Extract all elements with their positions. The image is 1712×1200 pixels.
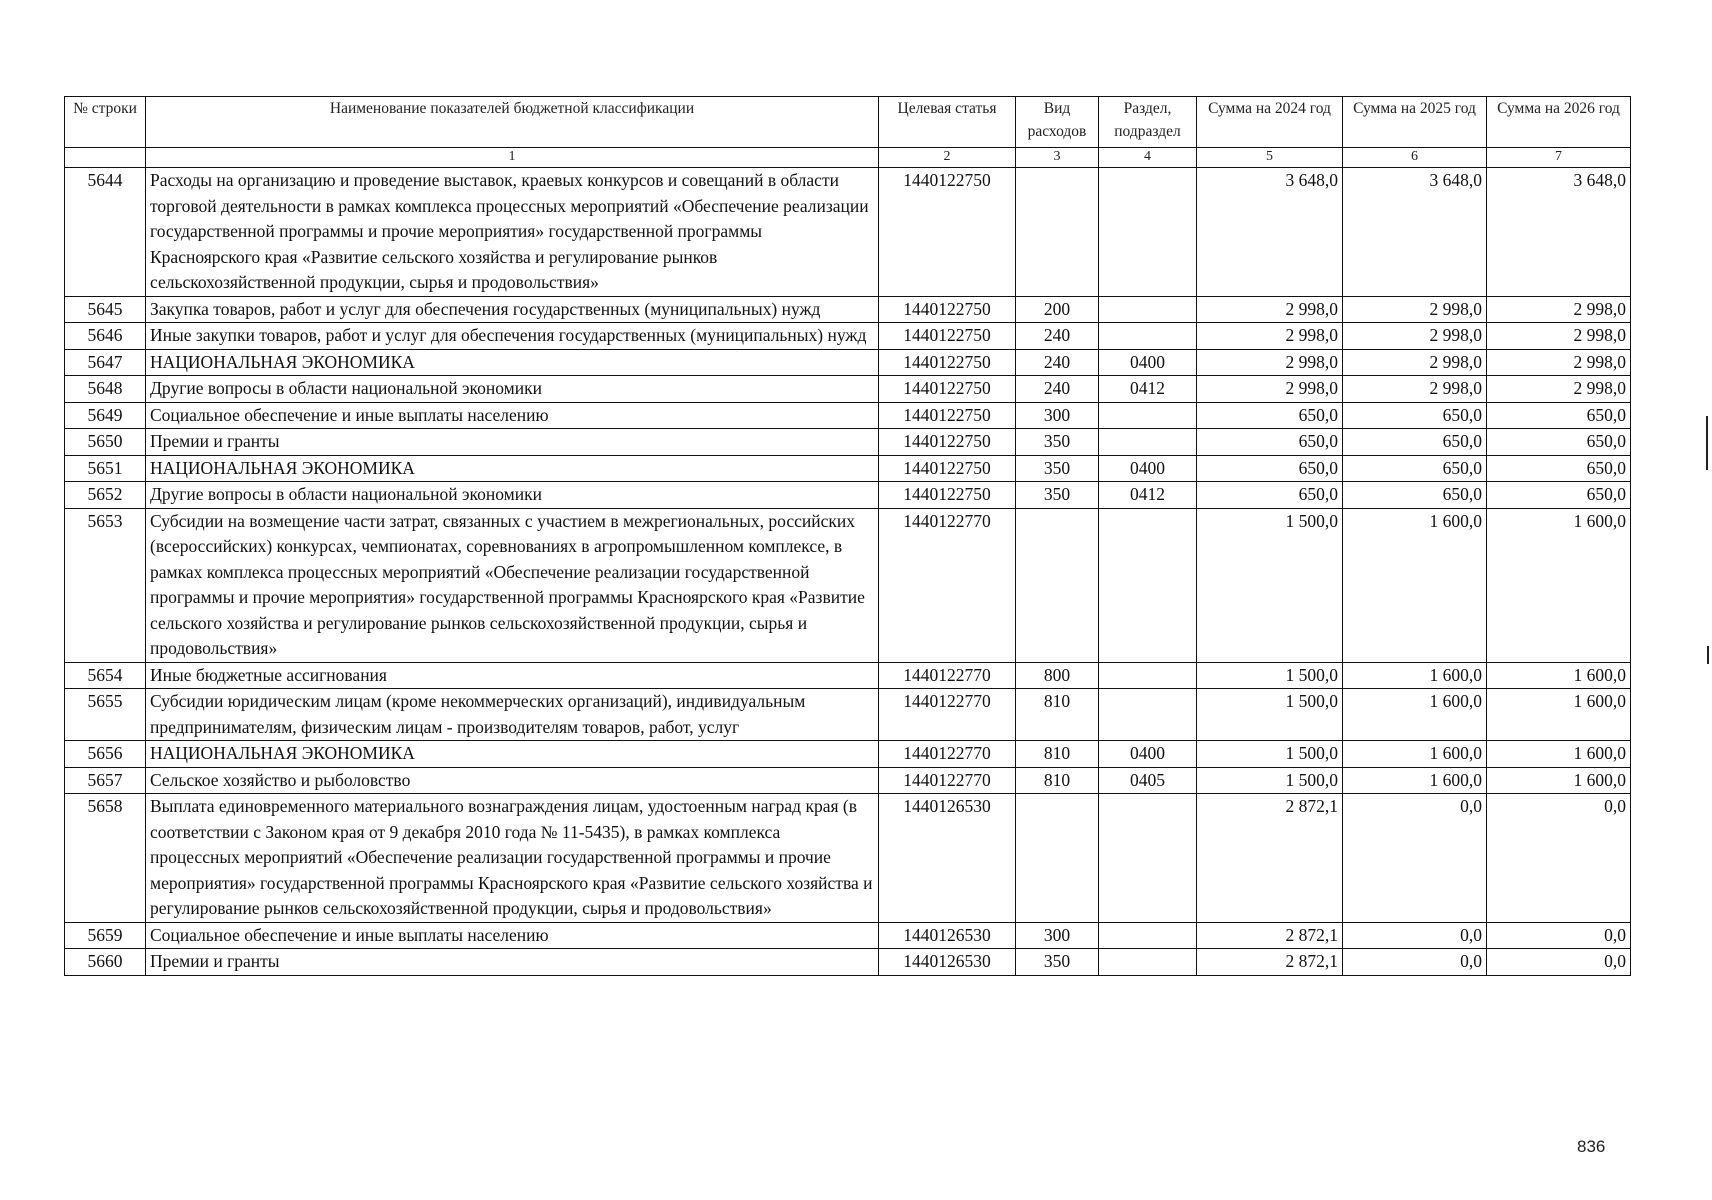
row-target: 1440122750 — [879, 455, 1016, 482]
row-name: НАЦИОНАЛЬНАЯ ЭКОНОМИКА — [146, 349, 879, 376]
row-number: 5655 — [65, 689, 146, 741]
table-row — [65, 767, 1631, 794]
row-target: 1440122750 — [879, 402, 1016, 429]
row-section — [1099, 296, 1197, 323]
row-target: 1440122750 — [879, 168, 1016, 297]
row-sum-2025: 3 648,0 — [1343, 168, 1487, 297]
row-section — [1099, 689, 1197, 741]
row-sum-2025: 0,0 — [1343, 922, 1487, 949]
row-sum-2024: 650,0 — [1197, 482, 1343, 509]
col-number — [65, 148, 146, 168]
row-kind: 810 — [1016, 689, 1099, 741]
row-kind: 300 — [1016, 922, 1099, 949]
row-name: Расходы на организацию и проведение выставок, краевых конкурсов и совещаний в области торговой деятельности в рамках комплекса процессных мероприятий «Обеспечение реализации государственной программы и прочие мероприятия» государственной программы Красноярского края «Развитие сельского хозяйства и регулирование рынков сельскохозяйственной продукции, сырья и продовольствия» — [146, 168, 879, 297]
row-sum-2024: 2 998,0 — [1197, 323, 1343, 350]
scan-edge-mark — [1707, 646, 1709, 664]
row-sum-2024: 2 872,1 — [1197, 794, 1343, 923]
row-sum-2025: 1 600,0 — [1343, 767, 1487, 794]
row-target: 1440122770 — [879, 767, 1016, 794]
row-sum-2024: 2 998,0 — [1197, 376, 1343, 403]
row-number: 5653 — [65, 508, 146, 662]
row-sum-2026: 2 998,0 — [1487, 323, 1631, 350]
row-sum-2025: 0,0 — [1343, 794, 1487, 923]
row-target: 1440122750 — [879, 323, 1016, 350]
row-number: 5656 — [65, 741, 146, 768]
row-sum-2025: 2 998,0 — [1343, 376, 1487, 403]
row-section — [1099, 402, 1197, 429]
row-sum-2026: 0,0 — [1487, 949, 1631, 976]
header-sum-2024: Сумма на 2024 год — [1197, 97, 1343, 148]
col-number: 4 — [1099, 148, 1197, 168]
row-sum-2024: 2 872,1 — [1197, 949, 1343, 976]
col-number: 1 — [146, 148, 879, 168]
row-sum-2024: 1 500,0 — [1197, 508, 1343, 662]
header-name: Наименование показателей бюджетной классификации — [146, 97, 879, 148]
col-number: 7 — [1487, 148, 1631, 168]
row-name: Социальное обеспечение и иные выплаты населению — [146, 922, 879, 949]
row-sum-2025: 650,0 — [1343, 455, 1487, 482]
row-number: 5658 — [65, 794, 146, 923]
row-name: Субсидии юридическим лицам (кроме некоммерческих организаций), индивидуальным предпринимателям, физическим лицам - производителям товаров, работ, услуг — [146, 689, 879, 741]
row-sum-2025: 650,0 — [1343, 429, 1487, 456]
row-target: 1440122770 — [879, 741, 1016, 768]
col-number: 3 — [1016, 148, 1099, 168]
row-kind: 810 — [1016, 767, 1099, 794]
row-kind: 350 — [1016, 455, 1099, 482]
row-name: Закупка товаров, работ и услуг для обеспечения государственных (муниципальных) нужд — [146, 296, 879, 323]
row-section: 0400 — [1099, 349, 1197, 376]
row-sum-2026: 650,0 — [1487, 429, 1631, 456]
row-sum-2025: 0,0 — [1343, 949, 1487, 976]
row-section: 0412 — [1099, 376, 1197, 403]
row-kind: 200 — [1016, 296, 1099, 323]
table-row — [65, 741, 1631, 768]
row-sum-2026: 650,0 — [1487, 402, 1631, 429]
row-name: НАЦИОНАЛЬНАЯ ЭКОНОМИКА — [146, 455, 879, 482]
table-body — [65, 168, 1631, 976]
row-target: 1440122750 — [879, 429, 1016, 456]
budget-table — [64, 96, 1631, 976]
row-section — [1099, 922, 1197, 949]
row-section — [1099, 168, 1197, 297]
row-sum-2026: 650,0 — [1487, 455, 1631, 482]
row-target: 1440122750 — [879, 482, 1016, 509]
row-number: 5648 — [65, 376, 146, 403]
row-name: Другие вопросы в области национальной экономики — [146, 376, 879, 403]
row-sum-2024: 2 998,0 — [1197, 296, 1343, 323]
row-sum-2024: 650,0 — [1197, 429, 1343, 456]
row-number: 5660 — [65, 949, 146, 976]
table-row — [65, 508, 1631, 662]
row-kind — [1016, 168, 1099, 297]
row-section — [1099, 508, 1197, 662]
row-kind: 240 — [1016, 349, 1099, 376]
row-section: 0400 — [1099, 741, 1197, 768]
row-target: 1440126530 — [879, 794, 1016, 923]
row-name: Субсидии на возмещение части затрат, связанных с участием в межрегиональных, российских (всероссийских) конкурсах, чемпионатах, соревнованиях в агропромышленном комплексе, в рамках комплекса процессных мероприятий «Обеспечение реализации государственной программы и прочие мероприятия» государственной программы Красноярского края «Развитие сельского хозяйства и регулирование рынков сельскохозяйственной продукции, сырья и продовольствия» — [146, 508, 879, 662]
row-kind: 350 — [1016, 429, 1099, 456]
header-sum-2025: Сумма на 2025 год — [1343, 97, 1487, 148]
row-kind: 350 — [1016, 949, 1099, 976]
row-name: Иные закупки товаров, работ и услуг для обеспечения государственных (муниципальных) нужд — [146, 323, 879, 350]
row-sum-2025: 2 998,0 — [1343, 296, 1487, 323]
table-row — [65, 922, 1631, 949]
row-name: Сельское хозяйство и рыболовство — [146, 767, 879, 794]
row-number: 5651 — [65, 455, 146, 482]
row-number: 5657 — [65, 767, 146, 794]
row-target: 1440126530 — [879, 922, 1016, 949]
table-row — [65, 689, 1631, 741]
row-sum-2024: 3 648,0 — [1197, 168, 1343, 297]
row-sum-2026: 650,0 — [1487, 482, 1631, 509]
row-name: Выплата единовременного материального вознаграждения лицам, удостоенным наград края (в соответствии с Законом края от 9 декабря 2010 года № 11-5435), в рамках комплекса процессных мероприятий «Обеспечение реализации государственной программы и прочие мероприятия» государственной программы Красноярского края «Развитие сельского хозяйства и регулирование рынков сельскохозяйственной продукции, сырья и продовольствия» — [146, 794, 879, 923]
table-row — [65, 949, 1631, 976]
row-number: 5650 — [65, 429, 146, 456]
row-sum-2026: 3 648,0 — [1487, 168, 1631, 297]
row-section — [1099, 429, 1197, 456]
row-section: 0405 — [1099, 767, 1197, 794]
table-row — [65, 323, 1631, 350]
row-sum-2025: 2 998,0 — [1343, 349, 1487, 376]
row-sum-2025: 1 600,0 — [1343, 741, 1487, 768]
row-sum-2024: 2 998,0 — [1197, 349, 1343, 376]
row-name: Социальное обеспечение и иные выплаты населению — [146, 402, 879, 429]
header-target: Целевая статья — [879, 97, 1016, 148]
table-row — [65, 662, 1631, 689]
row-sum-2026: 2 998,0 — [1487, 296, 1631, 323]
row-kind: 810 — [1016, 741, 1099, 768]
row-kind — [1016, 794, 1099, 923]
row-number: 5644 — [65, 168, 146, 297]
row-name: Иные бюджетные ассигнования — [146, 662, 879, 689]
row-sum-2024: 2 872,1 — [1197, 922, 1343, 949]
budget-sheet — [64, 96, 1630, 976]
row-kind — [1016, 508, 1099, 662]
row-sum-2024: 1 500,0 — [1197, 767, 1343, 794]
table-row — [65, 402, 1631, 429]
header-kind: Вид расходов — [1016, 97, 1099, 148]
table-row — [65, 376, 1631, 403]
row-target: 1440122770 — [879, 508, 1016, 662]
row-target: 1440122750 — [879, 376, 1016, 403]
row-target: 1440126530 — [879, 949, 1016, 976]
row-name: Другие вопросы в области национальной экономики — [146, 482, 879, 509]
row-sum-2025: 1 600,0 — [1343, 662, 1487, 689]
table-row — [65, 296, 1631, 323]
row-target: 1440122770 — [879, 662, 1016, 689]
row-section: 0400 — [1099, 455, 1197, 482]
row-sum-2026: 1 600,0 — [1487, 662, 1631, 689]
header-section: Раздел, подраздел — [1099, 97, 1197, 148]
row-sum-2025: 650,0 — [1343, 482, 1487, 509]
row-name: Премии и гранты — [146, 949, 879, 976]
row-target: 1440122750 — [879, 296, 1016, 323]
row-sum-2026: 1 600,0 — [1487, 767, 1631, 794]
row-number: 5649 — [65, 402, 146, 429]
row-section: 0412 — [1099, 482, 1197, 509]
row-number: 5652 — [65, 482, 146, 509]
row-sum-2024: 1 500,0 — [1197, 741, 1343, 768]
row-section — [1099, 323, 1197, 350]
row-sum-2026: 0,0 — [1487, 922, 1631, 949]
row-sum-2025: 650,0 — [1343, 402, 1487, 429]
row-sum-2026: 2 998,0 — [1487, 349, 1631, 376]
table-row — [65, 482, 1631, 509]
table-row — [65, 168, 1631, 297]
row-name: НАЦИОНАЛЬНАЯ ЭКОНОМИКА — [146, 741, 879, 768]
table-row — [65, 794, 1631, 923]
col-number: 5 — [1197, 148, 1343, 168]
scan-edge-mark — [1706, 416, 1708, 470]
row-number: 5646 — [65, 323, 146, 350]
row-sum-2024: 1 500,0 — [1197, 689, 1343, 741]
row-sum-2024: 650,0 — [1197, 455, 1343, 482]
table-row — [65, 429, 1631, 456]
row-kind: 350 — [1016, 482, 1099, 509]
row-number: 5654 — [65, 662, 146, 689]
row-sum-2026: 2 998,0 — [1487, 376, 1631, 403]
row-target: 1440122770 — [879, 689, 1016, 741]
row-sum-2026: 1 600,0 — [1487, 689, 1631, 741]
row-kind: 800 — [1016, 662, 1099, 689]
row-sum-2026: 1 600,0 — [1487, 741, 1631, 768]
table-header — [65, 97, 1631, 168]
row-section — [1099, 949, 1197, 976]
table-row — [65, 349, 1631, 376]
row-sum-2024: 650,0 — [1197, 402, 1343, 429]
col-number: 2 — [879, 148, 1016, 168]
col-number: 6 — [1343, 148, 1487, 168]
row-section — [1099, 662, 1197, 689]
header-row-no: № строки — [65, 97, 146, 148]
row-section — [1099, 794, 1197, 923]
row-kind: 240 — [1016, 323, 1099, 350]
row-sum-2025: 1 600,0 — [1343, 689, 1487, 741]
row-sum-2024: 1 500,0 — [1197, 662, 1343, 689]
row-number: 5645 — [65, 296, 146, 323]
row-sum-2026: 0,0 — [1487, 794, 1631, 923]
row-kind: 300 — [1016, 402, 1099, 429]
header-sum-2026: Сумма на 2026 год — [1487, 97, 1631, 148]
row-number: 5659 — [65, 922, 146, 949]
row-kind: 240 — [1016, 376, 1099, 403]
row-sum-2026: 1 600,0 — [1487, 508, 1631, 662]
table-row — [65, 455, 1631, 482]
row-target: 1440122750 — [879, 349, 1016, 376]
row-name: Премии и гранты — [146, 429, 879, 456]
row-sum-2025: 1 600,0 — [1343, 508, 1487, 662]
row-number: 5647 — [65, 349, 146, 376]
row-sum-2025: 2 998,0 — [1343, 323, 1487, 350]
page-number: 836 — [1577, 1137, 1606, 1156]
